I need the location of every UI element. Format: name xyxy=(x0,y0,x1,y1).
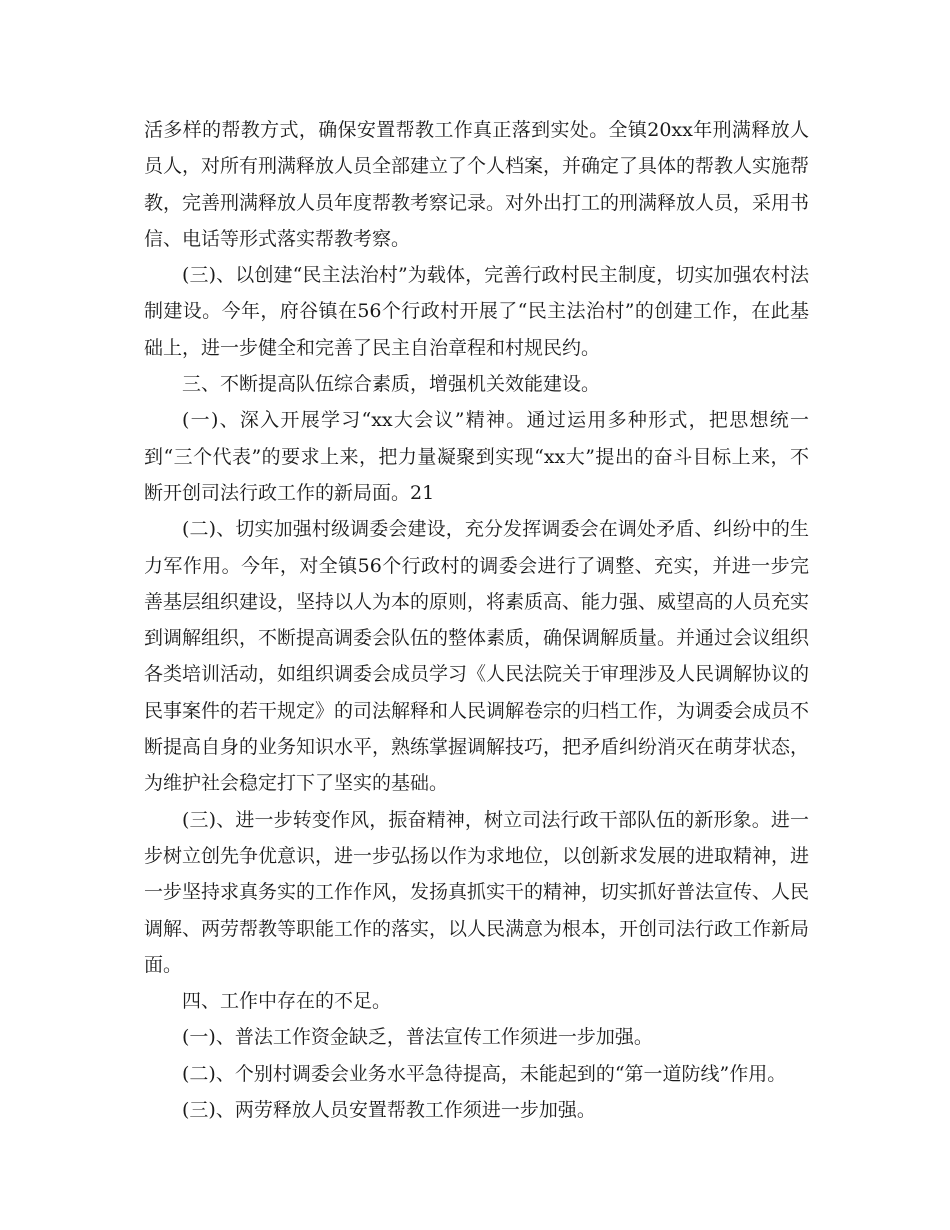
paragraph-democratic-rule-of-law-village: (三)、以创建“民主法治村”为载体，完善行政村民主制度，切实加强农村法制建设。今年，府谷镇在56个行政村开展了“民主法治村”的创建工作，在此基础上，进一步健全和完善了民主自治章程和村规民约。 xyxy=(144,264,809,359)
list-item-shortcoming-3: (三)、两劳释放人员安置帮教工作须进一步加强。 xyxy=(182,1099,596,1122)
section-heading-shortcomings: 四、工作中存在的不足。 xyxy=(182,990,392,1013)
list-item-shortcoming-2: (二)、个别村调委会业务水平急待提高，未能起到的“第一道防线”作用。 xyxy=(182,1062,787,1085)
list-item-shortcoming-1: (一)、普法工作资金缺乏，普法宣传工作须进一步加强。 xyxy=(182,1026,653,1049)
paragraph-mediation-committee: (二)、切实加强村级调委会建设，充分发挥调委会在调处矛盾、纠纷中的生力军作用。今年，对全镇56个行政村的调委会进行了调整、充实，并进一步完善基层组织建设，坚持以人为本的原则，将素质高、能力强、威望高的人员充实到调解组织，不断提高调委会队伍的整体素质，确保调解质量。并通过会议组织各类培训活动，如组织调委会成员学习《人民法院关于审理涉及人民调解协议的民事案件的若干规定》的司法解释和人民调解卷宗的归档工作，为调委会成员不断提高自身的业务知识水平，熟练掌握调解技巧，把矛盾纠纷消灭在萌芽状态，为维护社会稳定打下了坚实的基础。 xyxy=(144,518,810,795)
paragraph-work-style: (三)、进一步转变作风，振奋精神，树立司法行政干部队伍的新形象。进一步树立创先争优意识，进一步弘扬以作为求地位，以创新求发展的进取精神，进一步坚持求真务实的工作作风，发扬真抓实干的精神，切实抓好普法宣传、人民调解、两劳帮教等职能工作的落实，以人民满意为根本，开创司法行政工作新局面。 xyxy=(144,808,810,976)
paragraph-study-meeting-spirit: (一)、深入开展学习“xx大会议”精神。通过运用多种形式，把思想统一到“三个代表”的要求上来，把力量凝聚到实现“xx大”提出的奋斗目标上来，不断开创司法行政工作的新局面。21 xyxy=(144,409,809,504)
document-body xyxy=(144,112,809,1128)
paragraph-continuation: 活多样的帮教方式，确保安置帮教工作真正落到实处。全镇20xx年刑满释放人员人，对所有刑满释放人员全部建立了个人档案，并确定了具体的帮教人实施帮教，完善刑满释放人员年度帮教考察记录。对外出打工的刑满释放人员，采用书信、电话等形式落实帮教考察。 xyxy=(144,119,810,250)
section-heading-team-quality: 三、不断提高队伍综合素质，增强机关效能建设。 xyxy=(182,373,601,396)
